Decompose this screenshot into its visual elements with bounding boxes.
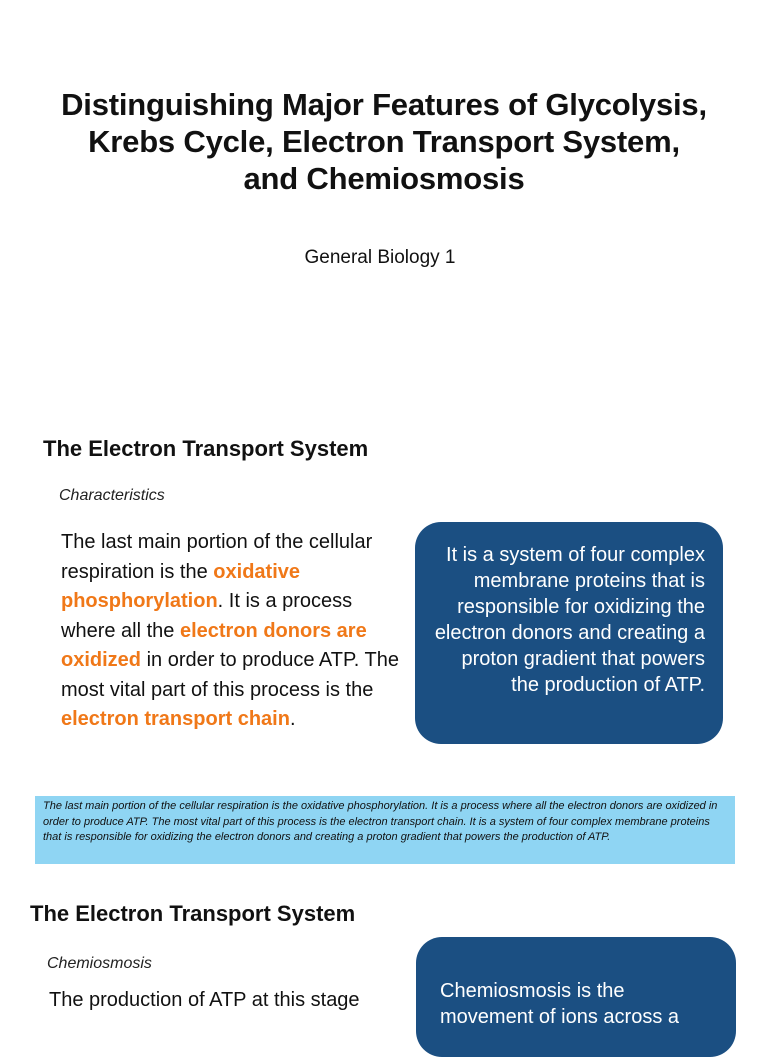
speaker-notes: The last main portion of the cellular respiration is the oxidative phosphorylation. It is a process where all the electron donors are oxidized in order to produce ATP. The most vital part of this process is the electron transport chain. It is a system of four complex membrane proteins that is responsible for oxidizing the electron donors and creating a proton gradient that powers the production of ATP. [35, 796, 735, 864]
highlight-oxidative-phosphorylation: oxidative phosphorylation [61, 560, 300, 612]
slide-title: Distinguishing Major Features of Glycolysis, Krebs Cycle, Electron Transport System, and Chemiosmosis [61, 87, 707, 196]
characteristics-paragraph [61, 528, 411, 735]
paragraph-text: The last main portion of the cellular respiration is the [61, 531, 373, 583]
section-label-chemiosmosis: Chemiosmosis [47, 955, 152, 972]
highlight-electron-donors: electron donors are oxidized [61, 619, 367, 671]
section-heading-ets-2: The Electron Transport System [30, 901, 356, 926]
highlight-electron-transport-chain: electron transport chain [61, 708, 290, 730]
paragraph-text: . [289, 708, 296, 730]
section-label-characteristics: Characteristics [59, 487, 165, 504]
slide-subtitle: General Biology 1 [304, 247, 456, 268]
callout-box-chemiosmosis: Chemiosmosis is the movement of ions across a [416, 937, 736, 1057]
paragraph-text: in order to produce ATP. The most vital part of this process is the [61, 649, 399, 701]
section-heading-ets: The Electron Transport System [43, 436, 369, 461]
chemiosmosis-paragraph: The production of ATP at this stage [49, 989, 360, 1011]
paragraph-text: . It is a process where all the [61, 590, 353, 642]
callout-box-ets: It is a system of four complex membrane proteins that is responsible for oxidizing the electron donors and creating a proton gradient that powers the production of ATP. [415, 522, 723, 744]
